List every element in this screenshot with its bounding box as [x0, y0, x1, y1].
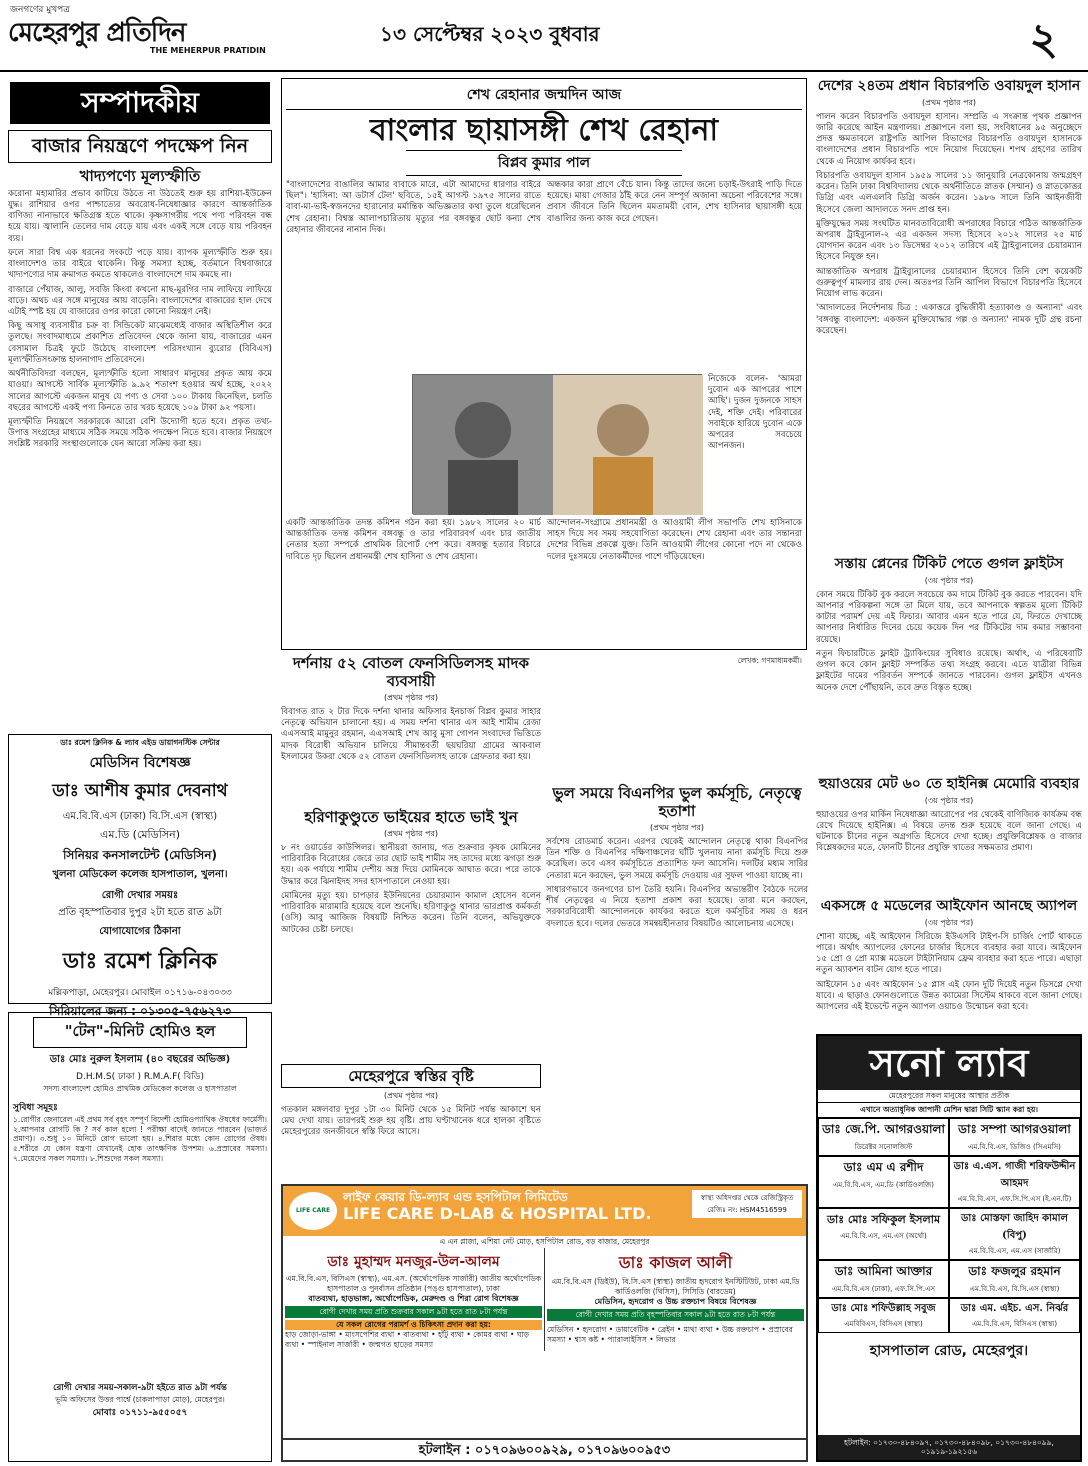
news-continuation: (প্রথম পৃষ্ঠার পর)	[383, 693, 439, 702]
homeo-ad-member: সদস্য বাংলাদেশ হোমিও প্রাথমিক মেডিকেল কলেজ ও হাসপাতাল	[43, 1084, 237, 1093]
lifecare-doctor-1-time: রোগী দেখার সময় প্রতি শুক্রবার সকাল ৯টা হতে রাত ৮টা পর্যন্ত	[285, 1306, 542, 1318]
sono-lab-doctor: ডাঃ মোঃ সফিকুল ইসলাম এম.বি.বি.এস, এম.এস (অর্থো)	[818, 1208, 949, 1260]
page-number: ২	[1029, 14, 1058, 65]
feature-column-2: অন্ধকার কারা প্রাণে বেঁচে যান। কিন্তু তাদের জন্যে চড়াই-উৎরাই পাড়ি দিতে হয়েছে। মায়া গেজার ঠাঁই করে নেন সম্পূর্ণ অজানা অচেনা পরিবেশের সঙ্গে। প্রবাস জীবনে তিনি ছিলেন মমতাময়ী বোন, শেখ হাসিনার ছায়াসঙ্গী হয়ে বাঙালির জন্য কাজ করে গেছেন।	[547, 180, 802, 224]
sono-lab-doctor: ডাঃ জে.পি. আগরওয়ালা ডিরেক্টর সনোলজিস্ট	[818, 1118, 949, 1156]
lifecare-doctor-1-name: ডাঃ মুহাম্মদ মনজুর-উল-আলম	[327, 1253, 500, 1270]
masthead-date: ১৩ সেপ্টেম্বর ২০২৩ বুধবার	[380, 22, 600, 46]
clinic-ad-title: সিনিয়র কনসালটেন্ট (মেডিসিন)	[63, 847, 217, 862]
news-body: 'আদালতের নির্দেশনায় চিত্র : একাত্তরে বুদ্ধিজীবী হত্যাকাণ্ড ও অন্যান্য' এবং 'বঙ্গবন্ধু বাংলাদেশ: একজন মুক্তিযোদ্ধার গল্প ও অন্যান্য' নামক দুটি গ্রন্থ রচনা করেছেন।	[816, 303, 1082, 336]
news-body: হুয়াওয়ের ওপর মার্কিন নিষেধাজ্ঞা আরোপের পর থেকেই বাণিজ্যিক কার্যক্রম বন্ধ রেখে দিয়েছে হাইনিক্স। এ বিষয়ে তদন্ত শুরু হয়েছে বলে জানা গেছে। এ ঘটনাকে চীনের নতুন অগ্রগতি হিসেবে দেখা হচ্ছে। প্রযুক্তিবিশ্লেষক ও বাজার বিশ্লেষকদের মতে, ফোনটি চীনের প্রযুক্তি খাতের সক্ষমতার প্রমাণ।	[816, 809, 1082, 854]
feature-byline: বিপ্লব কুমার পাল	[406, 150, 682, 176]
sono-lab-ad	[816, 1034, 1082, 1462]
lifecare-ad	[281, 1184, 808, 1462]
news-iphone	[816, 898, 1082, 1030]
homeo-ad-doctor: ডাঃ মোঃ নুরুল ইসলাম (৪০ বছরের অভিজ্ঞ)	[49, 1054, 231, 1065]
news-body: শোনা যাচ্ছে, এই আইফোন সিরিজে ইউএসবি টাইপ-সি চার্জিং পোর্ট থাকতে পারে। অর্থাৎ অ্যাপলের ফোনের চার্জার হিসেবে ব্যবহার করা যাবে। আইফোন ১৫ প্রো ও প্রো ম্যাক্স মডেলে টাইটানিয়াম ফ্রেম ব্যবহার করা হতে পারে। এছাড়া নতুন অ্যাকশন বাটন যোগ হতে পারে।	[816, 931, 1082, 976]
news-chief-justice	[816, 78, 1082, 553]
news-headline: দেশের ২৪তম প্রধান বিচারপতি ওবায়দুল হাসান	[817, 78, 1081, 94]
editorial-banner: সম্পাদকীয়	[10, 82, 270, 124]
editorial-paragraph: বাজারে পেঁয়াজ, আলু, সবজি কিংবা কখনো মাছ-মুরগির দাম লাফিয়ে লাফিয়ে বাড়ে। অথচ এর সঙ্গে মানুষের আয় বাড়েনি। বাংলাদেশের বাজারের হাল দেখে এটাই স্পষ্ট হয় যে বাজারের ওপর কারো কোনো নিয়ন্ত্রণ নেই।	[8, 284, 272, 317]
clinic-ad-serial: সিরিয়ালের জন্য : ০১৩০৫-৭৫৬২৭৩	[49, 1003, 231, 1018]
news-continuation: (প্রথম পৃষ্ঠার পর)	[649, 823, 705, 832]
editorial-paragraph: অর্থনীতিবিদরা বলছেন, মূল্যস্ফীতি হলো সাধারণ মানুষের প্রকৃত আয় কমে যাওয়া। আগস্টে সার্বিক মূল্যস্ফীতি ৯.৯২ শতাংশ হওয়ার অর্থ হচ্ছে, ২০২২ সালের আগস্টে একজন মানুষ যে পণ্য ও সেবা ১০০ টাকায় কিনেছিল, চলতি বছরের আগস্টে একই পণ্য কিনতে তার খরচ হয়েছে ১০৯ টাকা ৯২ পয়সা।	[8, 369, 272, 413]
sono-lab-doctor: ডাঃ এম. এইচ. এস. নির্ঝর এম.বি.বি.এস, বিসিএস (স্বাস্থ্য)	[949, 1298, 1080, 1333]
lifecare-doctor-1-degrees: এম.বি.বি.এস, বিসিএস (স্বাস্থ্য), এম.এস. (অর্থোপেডিক সার্জারী) জাতীয় অর্থোপেডিক হাসপাতাল ও পুনর্বাসন প্রতিষ্ঠান (পঙ্গু হাসপাতাল), ঢাকা	[285, 1273, 542, 1293]
masthead-subtitle: THE MEHERPUR PRATIDIN	[150, 46, 266, 55]
editorial-paragraph: ফলে সারা বিশ্ব এক ধরনের সংকটে পড়ে যায়। ব্যাপক মূল্যস্ফীতি শুরু হয়। বাংলাদেশও তার বাইরে থাকেনি। কিন্তু সমস্যা হচ্ছে, বর্তমানে বিশ্ববাজারে খাদ্যপণ্যের দাম ক্রমাগত কমতে থাকলেও বাংলাদেশে দাম কমছে না।	[8, 247, 272, 281]
clinic-ad	[8, 734, 272, 1018]
news-headline: ভুল সময়ে বিএনপির ভুল কর্মসূচি, নেতৃত্বে হতাশা	[552, 784, 802, 820]
lifecare-doctor-2-specialty: মেডিসিন, হৃদরোগ ও উচ্চ রক্তচাপ বিষয়ে বিশেষজ্ঞ	[594, 1297, 757, 1307]
clinic-ad-address: মল্লিকপাড়া, মেহেরপুর। মোবাইল ০১৭১৬-০৪৩০৩৩	[48, 987, 232, 998]
lifecare-doctor-2-degrees: এম.বি.বি.এস (ডিইউ), বি.সি.এস (স্বাস্থ্য) জাতীয় হৃদরোগ ইনস্টিটিউট, ঢাকা এম.ডি কার্ডিওলজি (থিসিস), সিসিডি (বারডেম)	[551, 1276, 800, 1296]
news-headline: হুয়াওয়ের মেট ৬০ তে হাইনিক্স মেমোরি ব্যবহার	[818, 776, 1080, 792]
news-continuation: (৩য় পৃষ্ঠার পর)	[924, 917, 974, 927]
feature-headline: বাংলার ছায়াসঙ্গী শেখ রেহানা	[369, 113, 719, 148]
feature-article	[281, 78, 807, 665]
clinic-ad-contact-label: যোগাযোগের ঠিকানা	[99, 925, 181, 937]
news-body: মুক্তিযুদ্ধের সময় সংঘটিত মানবতাবিরোধী অপরাধের বিচারে গঠিত আন্তর্জাতিক অপরাধ ট্রাইব্যুনাল-২ এর একজন সদস্য হিসেবে ২০১২ সালের ২৫ মার্চ যোগদান করেন এবং ১৩ ডিসেম্বর ২০১২ তারিখে এই ট্রাইব্যুনালের চেয়ারম্যান হিসেবে নিযুক্ত হন।	[816, 218, 1082, 263]
homeo-ad	[8, 1012, 272, 1462]
lifecare-title-bn: লাইফ কেয়ার ডি-ল্যাব এন্ড হসপিটাল লিমিটেড	[343, 1190, 568, 1204]
homeo-ad-time: রোগী দেখার সময়-সকাল-৯টা হইতে রাত ৯টা পর্যন্ত	[53, 1382, 227, 1393]
news-body: মোমিনের মৃত্যু হয়। চাপড়ার ইউনিয়নের চেয়ারম্যান কামাল হোসেন বলেন পারিবারিক মারামারি হয়েছে বলে শুনেছি। হরিণাকুণ্ডু থানার ভারপ্রাপ্ত কর্মকর্তা (ওসি) আবু আজিজ বিষয়টি নিশ্চিত করেন। তিনি বলেন, অভিযুক্তকে আটকের চেষ্টা চলছে।	[281, 890, 541, 935]
news-headline: মেহেরপুরে স্বস্তির বৃষ্টি	[281, 1064, 541, 1088]
editorial-paragraph: করোনা মহামারির প্রভাব কাটিয়ে উঠতে না উঠতেই শুরু হয় রাশিয়া-ইউক্রেন যুদ্ধ। রাশিয়ার ওপর পাশ্চাত্যের অবরোধ-নিষেধাজ্ঞার কারণে আন্তর্জাতিক বাণিজ্য নানাভাবে ক্ষতিগ্রস্ত হতে থাকে। কৃষ্ণসাগরীয় পথে পণ্য পরিবহন বন্ধ হয়ে যায়। জ্বালানি তেলের দাম বেড়ে যায় এবং একই সঙ্গে বেড়ে যায় পরিবহন ব্যয়।	[8, 188, 272, 244]
sono-lab-doctor: ডাঃ ফজলুর রহমান এম.বি.বি.এস, বি.সি.এস (স্বাস্থ্য)	[949, 1260, 1080, 1298]
lifecare-services-label: যে সকল রোগের পরামর্শ ও চিকিৎসা প্রদান করা হয়:	[285, 1320, 542, 1330]
sono-lab-doctor: ডাঃ মোস্তফা জাহিদ কামাল (বিপু) এম.বি.বি.এস, এম.এস (সার্জারি)	[949, 1208, 1080, 1260]
homeo-ad-phone: মোবাঃ ০১৭১১-৯৫৫০৫৭	[92, 1407, 188, 1418]
sono-lab-tagline: মেহেরপুরের সকল মানুষের আস্থার প্রতীক	[888, 1091, 1010, 1100]
sono-lab-doctor: ডাঃ এম এ রশীদ এম.বি.বি.এস, এম.ডি (কার্ডিওলজি)	[818, 1156, 949, 1208]
news-continuation: (৩য় পৃষ্ঠার পর)	[924, 795, 974, 805]
masthead-title: মেহেরপুর প্রতিদিন	[8, 18, 186, 48]
news-body: নতুন ফিচারটিতে ফ্লাইট ট্র্যাকিংয়ের সুবিধাও রয়েছে। অর্থাৎ, এ পরিষেবাটি গুগল কবে কোন ফ্লাইট সম্পর্কিত তথ্য সংগ্রহ করবে। এতে যাত্রীরা বিভিন্ন ফ্লাইটের দামের পরিবর্তন সম্পর্কে জানতে পারবেন। গুগল ফ্লাইটস এখনও অনেক দেশে পৌঁছায়নি, তবে দ্রুত বিস্তৃত হচ্ছে।	[816, 648, 1082, 693]
lifecare-services-2: মেডিসিন • হৃদরোগ • ডায়াবেটিক • ব্রেইন • মাথা ব্যথা • উচ্চ রক্তচাপ • প্রস্রাবের সমস্যা • শ্বাস কষ্ট • প্যারালাইসিস • লিভার	[547, 1325, 793, 1344]
news-darshana	[281, 654, 541, 804]
clinic-ad-name: ডাঃ রমেশ ক্লিনিক	[62, 947, 218, 974]
editorial-section	[8, 130, 272, 730]
news-headline: সস্তায় প্লেনের টিকিট পেতে গুগল ফ্লাইটস	[834, 556, 1064, 572]
sono-lab-doctor: ডাঃ আমিনা আক্তার এম.বি.বি.এস (ঢাকা), এফ.সি.পি.এস	[818, 1260, 949, 1298]
clinic-ad-schedule: প্রতি বৃহস্পতিবার দুপুর ২টা হতে রাত ৯টা	[58, 906, 222, 918]
masthead-tagline: জনগণের মুখপত্র	[10, 5, 70, 15]
sono-lab-doctor-grid	[818, 1118, 1080, 1333]
editorial-headline: বাজার নিয়ন্ত্রণে পদক্ষেপ নিন	[8, 130, 272, 163]
clinic-ad-schedule-label: রোগী দেখার সময়ঃ	[101, 889, 179, 901]
news-body: গতকাল মঙ্গলবার দুপুর ১টা ৩০ মিনিট থেকে ১৫ মিনিট পর্যন্ত আকাশে ঘন মেঘ দেখা যায়। তারপরই শুরু হয় বৃষ্টি। প্রায় ঘণ্টাখানেক ধরে হালকা বৃষ্টিতে মেহেরপুরের জনজীবনে স্বস্তি ফিরে আসে।	[281, 1105, 541, 1138]
feature-column-1: "বাংলাদেশের বাঙালির আমার বাবাকে মারে, এটা আমাদের ধারণার বাইরে ছিল"। 'হাসিনা: আ ডটার্স টেল' ছবিতে, ১৫ই আগস্ট ১৯৭৫ সালের রাতে বাবা-মা-ভাই-স্বজনদের হারানোর মর্মান্তিক অভিজ্ঞতার কথা তুলে ধরেছিলেন শেখ রেহানা। বিশ্বস্ত আলাপচারিতায় মৃত্যুর পর বঙ্গবন্ধুর ছোট কন্যা শেখ রেহানার জীবনের নানান দিক।	[286, 180, 541, 235]
lifecare-address: এ এন প্লাজা, এশিয়া নেট মোড়, হসপিটাল রোড, বড় বাজার, মেহেরপুর	[439, 1237, 650, 1246]
news-harinakundu	[281, 808, 541, 1058]
news-headline: একসঙ্গে ৫ মডেলের আইফোন আনছে অ্যাপল	[820, 898, 1078, 914]
feature-author-footer: লেখক: গণমাধ্যমকর্মী।	[737, 656, 802, 665]
editorial-paragraph: কিছু অসাধু ব্যবসায়ীর চক্র বা সিন্ডিকেট মাঝেমধ্যেই বাজার অস্থিতিশীল করে তুলছে। সংবাদমাধ্যমে প্রকাশিত প্রতিবেদন থেকে জানা যায়, বাজারের এমন বেসামাল চিত্রই ফুটে উঠেছে বাংলাদেশ পরিসংখ্যান ব্যুরোর (বিবিএস) মূল্যস্ফীতিসংক্রান্ত হালনাগাদ প্রতিবেদনে।	[8, 321, 272, 365]
clinic-ad-hospital: খুলনা মেডিকেল কলেজ হাসপাতাল, খুলনা।	[52, 868, 228, 880]
news-headline: দর্শনায় ৫২ বোতল ফেনসিডিলসহ মাদক ব্যবসায়ী	[292, 654, 530, 690]
news-body: বিচারপতি ওবায়দুল হাসান ১৯৫৯ সালের ১১ জানুয়ারি নেত্রকোনায় জন্মগ্রহণ করেন। তিনি ঢাকা বিশ্ববিদ্যালয় থেকে অর্থনীতিতে স্নাতক (সম্মান) ও স্নাতকোত্তর ডিগ্রি এবং এলএলবি ডিগ্রি অর্জন করেন। ১৯৮৬ সালে তিনি আইনজীবী হিসেবে জেলা আদালতে সনদ প্রাপ্ত হন।	[816, 170, 1082, 215]
news-body: বিবাগত রাত ২ টার দিকে দর্শনা থানার অফিসার ইনচার্জ বিপ্লব কুমার সাহার নেতৃত্বে অভিযান চালানো হয়। এ সময় দর্শনা থানার এস আই শামীম রেজা এএসআই মামুনুর রহমান, এএসআই শেখ আবু মুসা গোপন সংবাদের ভিত্তিতে মাদক বিরোধী অভিযান চালিয়ে সীমান্তবর্তী ছয়ঘরিয়া গ্রামের আকবাল ইসলামের উকরা থেকে ৫২ বোতল ফেনসিডিলসহ তাকে গ্রেফতার করা হয়।	[281, 707, 541, 762]
feature-kicker: শেখ রেহানার জন্মদিন আজ	[286, 83, 802, 110]
homeo-ad-benefits-label: সুবিধা সমূহঃ	[13, 1102, 58, 1113]
news-huawei	[816, 776, 1082, 896]
homeo-ad-degrees: D.H.M.S( ঢাকা ) R.M.A.F( বিডি)	[76, 1072, 204, 1082]
news-headline: হরিণাকুণ্ডুতে ভাইয়ের হাতে ভাই খুন	[304, 808, 518, 826]
news-google-flights	[816, 556, 1082, 776]
news-body: সাধারণভাবে জনগণের চাপ তৈরি হয়নি। বিএনপির অভ্যন্তরীণ বৈঠকে দলের শীর্ষ নেতৃত্বের এ নিয়ে হতাশা প্রকাশ করা হয়েছে। তারা মনে করছেন, সরকারবিরোধী আন্দোলনকে কার্যকর করতে হলে কর্মসূচির সময় ও ধরন বদলাতে হবে। দলের ভেতরে সমন্বয়হীনতার বিষয়টিও আলোচনায় এসেছে।	[546, 884, 808, 929]
news-body: আইফোন ১৫ এবং আইফোন ১৫ প্লাস এই ফোন দুটি দিয়েই নতুন ডিসপ্লে দেখা যাবে। এ ছাড়াও ফোনগুলোতে উন্নত ক্যামেরা সিস্টেম থাকবে বলে জানা গেছে। অ্যাপলের এই ইভেন্টে নতুন অ্যাপল ওয়াচও উন্মোচন করা হবে।	[816, 979, 1082, 1013]
news-continuation: (৩য় পৃষ্ঠার পর)	[924, 575, 974, 585]
clinic-ad-degrees: এম.ডি (মেডিসিন)	[99, 827, 181, 841]
homeo-ad-address: ভূমি অফিসের উত্তর পার্শ্বে (চাকলাপাড়া মোড়), মেহেরপুর।	[55, 1394, 225, 1404]
sono-lab-doctor: ডাঃ সম্পা আগরওয়ালা এম.বি.বি.এস, ডিজিও (সিএমসি)	[949, 1118, 1080, 1156]
feature-photo	[412, 374, 702, 514]
news-bnp	[546, 654, 808, 1184]
news-body: আন্তর্জাতিক অপরাধ ট্রাইব্যুনালের চেয়ারম্যান হিসেবে তিনি বেশ কয়েকটি গুরুত্বপূর্ণ মামলার রায় দেন। অতঃপর তিনি আপিল বিভাগে বিচারপতি হিসেবে নিয়োগ লাভ করেন।	[816, 266, 1082, 300]
sono-lab-title: সনো ল্যাব	[818, 1036, 1080, 1090]
news-continuation: (প্রথম পৃষ্ঠার পর)	[383, 1091, 439, 1100]
sono-lab-strip: এখানে অত্যাধুনিক জাপানী মেশিন দ্বারা সিটি স্ক্যান করা হয়।	[818, 1102, 1080, 1118]
masthead	[0, 0, 1088, 72]
news-rain	[281, 1064, 541, 1174]
feature-column-lower-2: আন্দোলন-সংগ্রামে প্রধানমন্ত্রী ও আওয়ামী লীগ সভাপতি শেখ হাসিনাকে সাহস দিয়ে সব সময় সহযোগিতা করেছেন। শেখ রেহানা এবং তার সন্তানরা দেশের বিভিন্ন প্রকল্পে যুক্ত। তিনি আওয়ামী লীগের কোনো পদে না থেকেও দলের দুঃসময়ে নেতাকর্মীদের পাশে দাঁড়িয়েছেন।	[547, 518, 802, 562]
clinic-ad-doctor: ডাঃ আশীষ কুমার দেবনাথ	[52, 780, 228, 801]
editorial-subhead: খাদ্যপণ্যে মূল্যস্ফীতি	[79, 166, 201, 185]
news-body: কোন সময়ে টিকিট বুক করলে সবচেয়ে কম দামে টিকিট বুক করতে পারবেন। যদি আপনার পরিকল্পনা সঙ্গে তা মিলে যায়, তবে আপনাকে স্বল্পতম মূল্যে টিকিট কাটার পরামর্শ দেয় এই ফিচার। আবার এমন হতে পারে যে, ফিরতে দেখাচ্ছে আপনার নির্ধারিত দিনের চেয়ে কয়েক দিন পর টিকিটের দাম কমার সম্ভাবনা রয়েছে।	[816, 589, 1082, 645]
news-continuation: (প্রথম পৃষ্ঠার পর)	[921, 97, 977, 107]
news-body: পালন করেন বিচারপতি ওবায়দুল হাসান। সম্প্রতি এ সংক্রান্ত পৃথক প্রজ্ঞাপন জারি করেছে আইন মন্ত্রণালয়। প্রজ্ঞাপনে বলা হয়, সংবিধানের ৯৫ অনুচ্ছেদে প্রদত্ত ক্ষমতাবলে রাষ্ট্রপতি আপিল বিভাগের বিচারপতি ওবায়দুল হাসানকে বাংলাদেশের প্রধান বিচারপতি পদে নিয়োগ দিয়েছেন। শপথ গ্রহণের তারিখ থেকে এ নিয়োগ কার্যকর হবে।	[816, 111, 1082, 167]
clinic-ad-specialty: মেডিসিন বিশেষজ্ঞ	[89, 754, 191, 771]
lifecare-logo: LIFE CARE	[289, 1192, 337, 1230]
feature-photo-illustration	[413, 375, 703, 515]
lifecare-registration: স্বাস্থ্য অধিদপ্তর থেকে রেজিস্ট্রিকৃত রেজিঃ নং: HSM4516599	[692, 1190, 802, 1218]
feature-column-lower-1: একটি আন্তর্জাতিক তদন্ত কমিশন গঠন করা হয়। ১৯৮২ সালের ২০ মার্চ আন্তর্জাতিক তদন্ত কমিশন বঙ্গবন্ধু ও তার পরিবারবর্গ এবং চার জাতীয় নেতার হত্যা সম্পর্কে প্রাথমিক রিপোর্ট পেশ করে। বঙ্গবন্ধু হত্যার বিচারে দাবিতে দৃঢ় ছিলেন প্রধানমন্ত্রী শেখ হাসিনা ও শেখ রেহানা।	[286, 518, 541, 562]
lifecare-hotline: হটলাইন : ০১৭০৯৬০০৯২৯, ০১৭০৯৬০০৯৫৩	[283, 1438, 806, 1460]
clinic-ad-degrees: এম.বি.বি.এস (ঢাকা) বি.সি.এস (স্বাস্থ্য)	[62, 810, 218, 822]
news-body: সর্বশেষ রোডমার্চ করেন। এরপর থেকেই আন্দোলন নেতৃত্বে থাকা বিএনপির তিন শক্তি ও বিএনপির দক্ষিণাঞ্চলের ঘাঁটি খুলনায় নানা কর্মসূচি দিয়ে শুরু করেছিল। তবে এসব কর্মসূচিতে প্রত্যাশিত ফল আসেনি। দলটির মধ্যম সারির নেতারা মনে করছেন, ভুল সময়ে কর্মসূচি দেওয়ায় এর সুফল পাওয়া যাচ্ছে না।	[546, 837, 808, 881]
sono-lab-address: হাসপাতাল রোড, মেহেরপুর।	[869, 1342, 1029, 1359]
sono-lab-hotline: হটলাইন: ০১৭৩০-৪৮৪০৯৭, ০১৭৩০-৪৮৪০৯৮, ০১৭৩০-৪৮৪০৯৯, ০১৯১৯-১৯২১৫৬	[818, 1435, 1080, 1461]
lifecare-services-1: হাড় জোড়া-ভাঙ্গা • মাংসপেশির ব্যথা • বাতব্যথা • হাঁটু ব্যথা • কোমর ব্যথা • ঘাড় ব্যথা • স্পাইনাল সার্জারী • জন্মগত হাড়ের সমস্যা	[285, 1329, 529, 1349]
lifecare-doctor-2-name: ডাঃ কাজল আলী	[618, 1252, 733, 1272]
news-continuation: (প্রথম পৃষ্ঠার পর)	[383, 829, 439, 838]
sono-lab-doctor: ডাঃ মোঃ শফিউল্লাহ সবুজ এমবিবিএস, বিসিএস (স্বাস্থ্য)	[818, 1298, 949, 1333]
news-body: ৮ নং ওয়ার্ডের কাউন্সিলর। স্থানীয়রা জানায়, গত শুক্রবার কৃষক মোমিনের পারিবারিক বিরোধের জেরে তার ছোট ভাই শামীম সহ তাদের মধ্যে ঝগড়া শুরু হয়। এক পর্যায়ে শামীম দেশীয় অস্ত্র দিয়ে মোমিনকে আঘাত করে। পরে তাকে উদ্ধার করে ঝিনাইদহ সদর হাসপাতালে নেওয়া হয়।	[281, 843, 541, 887]
homeo-ad-benefits: ১.রোগীর জেনারেল এই প্রথম সর্ব বৃহৎ সম্পূর্ণ বিদেশী হোমিওপ্যাথিক ঔষধের ফার্মেসী। ২.আপনার রোগটি কি ? সর্ব কাল হলো ! পরীক্ষা বাদেই জানতে পারবেন (ভাজর্ত প্রমাণ)। ৩.শুধু ১০ মিনিটে রোগ ভালো হয়। ৪.শিরার মধ্যে কোন রোগের ঔষধ। ৫.শরীরে যে কোন যন্ত্রণা যেখানেই হোক তাৎক্ষণিক উপশম। ৬.প্রস্রাবের সমস্যা। ৭.মেয়েদের সকল সমস্যা। ৮.শিশুদের সকল সমস্যা।	[13, 1114, 267, 1163]
lifecare-doctor-1-specialty: বাতব্যথা, হাড়ভাঙ্গা, অর্থোপেডিক, মেরুদণ্ড ও শিরা রোগ বিশেষজ্ঞ	[308, 1294, 519, 1304]
editorial-paragraph: মূল্যস্ফীতি নিয়ন্ত্রণে সরকারকে আরো বেশি উদ্যোগী হতে হবে। প্রকৃত তথ্য-উপাত্ত সংগ্রহের মাধ্যমে সঠিক সময়ে সঠিক পদক্ষেপ নিতে হবে। বাজার নিয়ন্ত্রণে সংশ্লিষ্ট সরকারি সংস্থাগুলোকে যেন আরো সক্রিয় করা হয়।	[8, 416, 272, 450]
clinic-ad-header: ডাঃ রমেশ ক্লিনিক & ল্যাব এইড ডায়াগনস্টিক সেন্টার	[60, 738, 220, 747]
feature-column-3: নিজেকে বলেন- 'আমরা দুবোন এক আপরের পাশে আছি'। দুজন দুজনকে সাহস দেই, শক্তি দেই। পরিবারের সবাইকে হারিয়ে দুবোন একে অপরের সবচেয়ে আপনজন।	[708, 374, 802, 452]
lifecare-title-en: LIFE CARE D-LAB & HOSPITAL LTD.	[343, 1204, 652, 1223]
sono-lab-doctor: ডাঃ এ.এস. গাজী শরিফউদ্দীন আহমদ এম.বি.বি.এস, এফ.সি.পি.এস (ই.এন.টি)	[949, 1156, 1080, 1208]
lifecare-doctor-2-time: রোগী দেখার সময় প্রতি বৃহস্পতিবার সকাল ৯টা হতে রাত ৮টা পর্যন্ত	[547, 1309, 804, 1321]
homeo-ad-title: "টেন"-মিনিট হোমিও হল	[33, 1017, 247, 1048]
